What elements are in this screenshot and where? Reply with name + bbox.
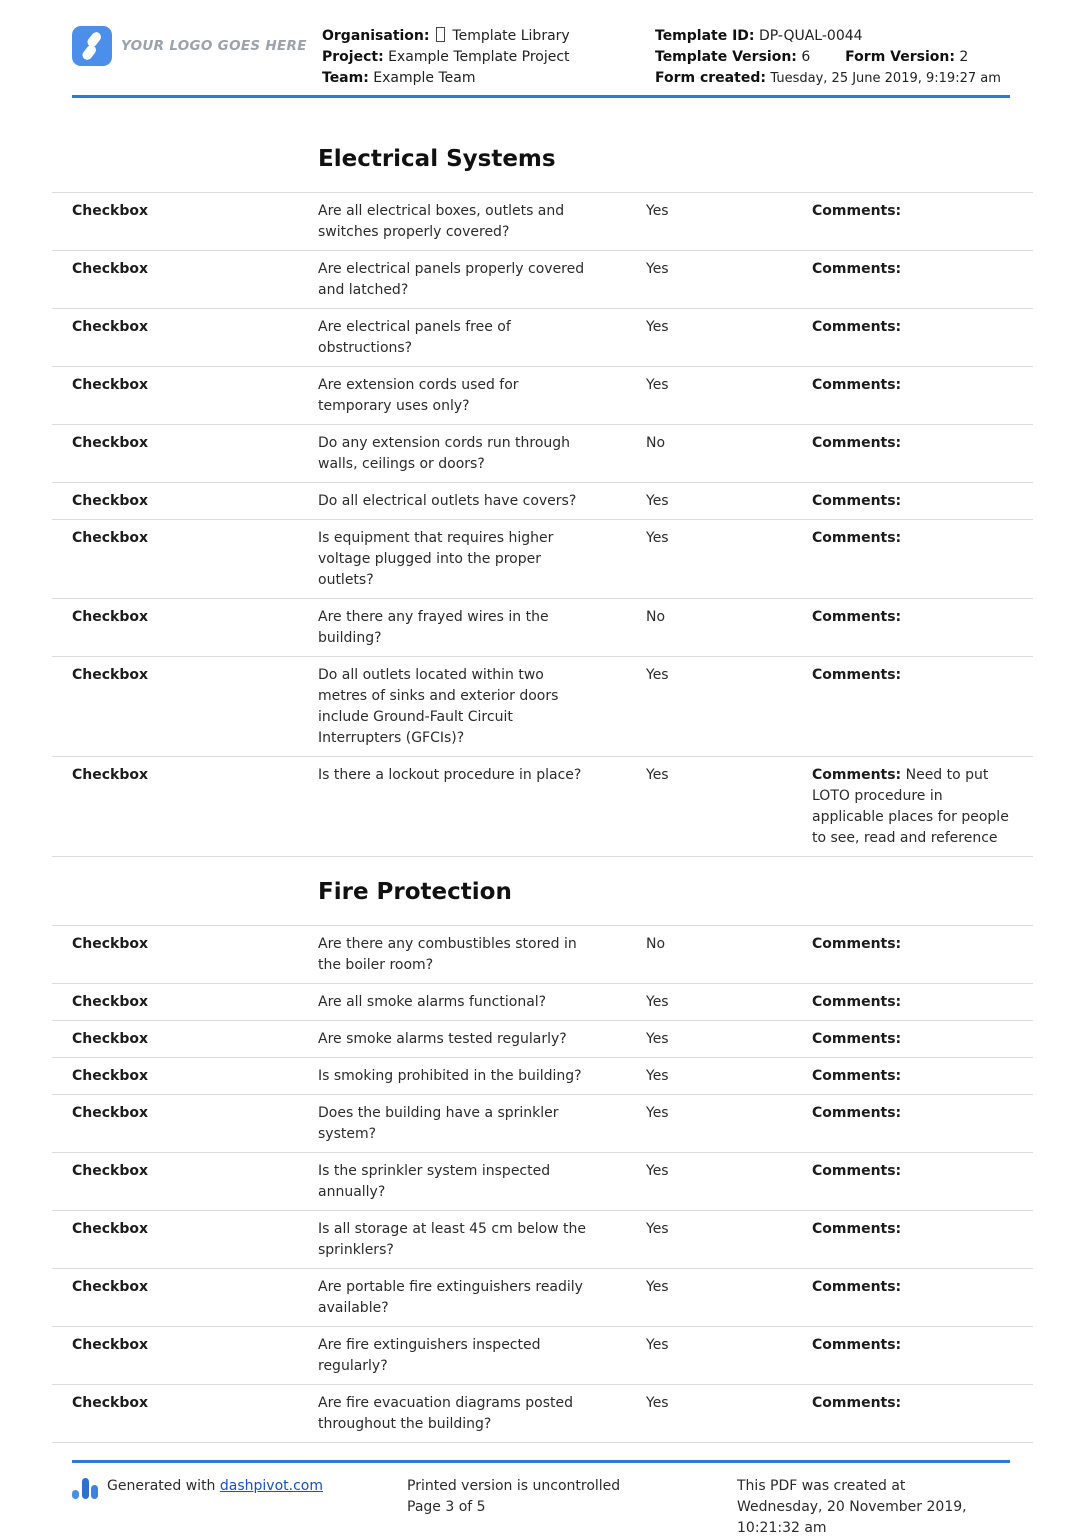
question-text: Are portable fire extinguishers readily available? [318, 1279, 583, 1316]
comments-label: Comments: [812, 319, 902, 335]
page-number: Page 3 of 5 [407, 1499, 486, 1515]
printed-note: Printed version is uncontrolled [407, 1478, 621, 1494]
checklist-row [52, 424, 1033, 482]
question-text: Is all storage at least 45 cm below the sprinklers? [318, 1221, 587, 1258]
answer-value: Yes [646, 261, 669, 277]
question-text: Do all electrical outlets have covers? [318, 493, 577, 509]
comments-label: Comments: [812, 667, 902, 683]
organisation-label: Organisation: [322, 28, 430, 44]
team-label: Team: [322, 70, 369, 86]
answer-value: Yes [646, 1337, 669, 1353]
comments-label: Comments: [812, 377, 902, 393]
checklist-row [52, 1210, 1033, 1268]
comments-label: Comments: [812, 1395, 902, 1411]
checklist-row [52, 1384, 1033, 1442]
comments-label: Comments: [812, 1221, 902, 1237]
page-header [72, 26, 1010, 98]
electrical-systems-table [52, 192, 1033, 857]
comments-cell [812, 1277, 1033, 1319]
question-text: Are all smoke alarms functional? [318, 994, 547, 1010]
checkbox-label: Checkbox [72, 530, 149, 546]
organisation-field [322, 26, 655, 47]
checkbox-label: Checkbox [72, 1221, 149, 1237]
comments-cell [812, 528, 1033, 591]
question-text: Is the sprinkler system inspected annually? [318, 1163, 551, 1200]
comments-cell [812, 992, 1033, 1013]
checkbox-label: Checkbox [72, 1031, 149, 1047]
question-text: Is there a lockout procedure in place? [318, 767, 582, 783]
template-version-label: Template Version: [655, 49, 797, 65]
question-text: Are smoke alarms tested regularly? [318, 1031, 567, 1047]
comments-label: Comments: [812, 936, 902, 952]
versions-field [655, 47, 1010, 68]
comments-cell [812, 1029, 1033, 1050]
project-value: Example Template Project [388, 49, 570, 65]
checklist-row [52, 1020, 1033, 1057]
question-text: Are there any frayed wires in the building? [318, 609, 549, 646]
checkbox-label: Checkbox [72, 1279, 149, 1295]
checkbox-label: Checkbox [72, 377, 149, 393]
comments-cell [812, 1335, 1033, 1377]
header-fields-left [322, 26, 655, 89]
checklist-row [52, 192, 1033, 250]
answer-value: Yes [646, 1221, 669, 1237]
template-id-label: Template ID: [655, 28, 755, 44]
comments-label: Comments: [812, 1163, 902, 1179]
dashpivot-bars-icon [72, 1477, 98, 1499]
checklist-row [52, 983, 1033, 1020]
question-text: Are electrical panels free of obstructions? [318, 319, 511, 356]
answer-value: No [646, 609, 666, 625]
section-title-fire-protection: Fire Protection [318, 879, 512, 905]
question-text: Is smoking prohibited in the building? [318, 1068, 582, 1084]
checkbox-label: Checkbox [72, 609, 149, 625]
answer-value: Yes [646, 530, 669, 546]
form-version-value: 2 [959, 49, 969, 65]
question-text: Are fire extinguishers inspected regularly? [318, 1337, 541, 1374]
comments-label: Comments: [812, 609, 902, 625]
form-created-label: Form created: [655, 70, 766, 86]
checklist-row [52, 1057, 1033, 1094]
organisation-value: Template Library [452, 28, 570, 44]
checkbox-label: Checkbox [72, 319, 149, 335]
comments-cell [812, 491, 1033, 512]
comments-label: Comments: [812, 1337, 902, 1353]
comments-cell [812, 1066, 1033, 1087]
comments-cell [812, 1219, 1033, 1261]
comments-cell [812, 433, 1033, 475]
answer-value: Yes [646, 1163, 669, 1179]
answer-value: No [646, 936, 666, 952]
checkbox-label: Checkbox [72, 493, 149, 509]
checkbox-label: Checkbox [72, 261, 149, 277]
checkbox-label: Checkbox [72, 767, 149, 783]
checklist-row [52, 366, 1033, 424]
fire-protection-table [52, 925, 1033, 1443]
answer-value: Yes [646, 1068, 669, 1084]
comments-cell [812, 934, 1033, 976]
generated-with-text [107, 1476, 323, 1497]
missing-glyph-icon [436, 27, 445, 42]
checklist-row [52, 598, 1033, 656]
generated-prefix: Generated with [107, 1478, 220, 1494]
checklist-row [52, 482, 1033, 519]
question-text: Do any extension cords run through walls, ceilings or doors? [318, 435, 571, 472]
comments-cell [812, 665, 1033, 749]
logo-group [72, 26, 322, 66]
answer-value: Yes [646, 203, 669, 219]
answer-value: Yes [646, 1279, 669, 1295]
question-text: Is equipment that requires higher voltage plugged into the proper outlets? [318, 530, 554, 588]
comments-cell [812, 375, 1033, 417]
answer-value: Yes [646, 1031, 669, 1047]
checklist-row [52, 756, 1033, 856]
comments-label: Comments: [812, 1068, 902, 1084]
checkbox-label: Checkbox [72, 1163, 149, 1179]
checkbox-label: Checkbox [72, 936, 149, 952]
comments-cell [812, 317, 1033, 359]
project-label: Project: [322, 49, 384, 65]
checklist-row [52, 1152, 1033, 1210]
form-created-field [655, 68, 1010, 89]
page-footer [72, 1460, 1010, 1536]
logo-placeholder-text: YOUR LOGO GOES HERE [121, 38, 307, 54]
answer-value: No [646, 435, 666, 451]
footer-created-note: This PDF was created at Wednesday, 20 November 2019, 10:21:32 am [737, 1478, 967, 1536]
question-text: Are there any combustibles stored in the boiler room? [318, 936, 577, 973]
checklist-row [52, 308, 1033, 366]
comments-cell [812, 1161, 1033, 1203]
checklist-row [52, 250, 1033, 308]
team-field [322, 68, 655, 89]
footer-generated [72, 1476, 407, 1536]
checklist-row [52, 1094, 1033, 1152]
checklist-row [52, 1268, 1033, 1326]
question-text: Are all electrical boxes, outlets and switches properly covered? [318, 203, 565, 240]
checklist-row [52, 519, 1033, 598]
checkbox-label: Checkbox [72, 1068, 149, 1084]
comments-cell [812, 607, 1033, 649]
comments-label: Comments: [812, 530, 902, 546]
checkbox-label: Checkbox [72, 994, 149, 1010]
answer-value: Yes [646, 994, 669, 1010]
comments-label: Comments: [812, 994, 902, 1010]
checkbox-label: Checkbox [72, 667, 149, 683]
question-text: Are fire evacuation diagrams posted throughout the building? [318, 1395, 574, 1432]
checklist-row [52, 656, 1033, 756]
comments-cell [812, 259, 1033, 301]
answer-value: Yes [646, 319, 669, 335]
question-text: Are extension cords used for temporary uses only? [318, 377, 519, 414]
checkbox-label: Checkbox [72, 203, 149, 219]
answer-value: Yes [646, 493, 669, 509]
template-id-value: DP-QUAL-0044 [758, 28, 863, 44]
answer-value: Yes [646, 377, 669, 393]
checklist-row [52, 925, 1033, 983]
answer-value: Yes [646, 1395, 669, 1411]
comments-cell [812, 201, 1033, 243]
checkbox-label: Checkbox [72, 1337, 149, 1353]
comments-text: Need to put LOTO procedure in applicable places for people to see, read and reference [812, 767, 1009, 846]
comments-label: Comments: [812, 767, 902, 783]
comments-label: Comments: [812, 1105, 902, 1121]
comments-label: Comments: [812, 1279, 902, 1295]
checkbox-label: Checkbox [72, 435, 149, 451]
answer-value: Yes [646, 1105, 669, 1121]
checkbox-label: Checkbox [72, 1105, 149, 1121]
answer-value: Yes [646, 767, 669, 783]
question-text: Are electrical panels properly covered and latched? [318, 261, 585, 298]
team-value: Example Team [373, 70, 476, 86]
dashpivot-link[interactable]: dashpivot.com [219, 1478, 323, 1494]
form-created-value: Tuesday, 25 June 2019, 9:19:27 am [770, 71, 1001, 86]
footer-print-note [407, 1476, 737, 1536]
project-field [322, 47, 655, 68]
comments-label: Comments: [812, 493, 902, 509]
section-title-electrical-systems: Electrical Systems [318, 146, 556, 172]
company-logo-icon [72, 26, 112, 66]
form-version-label: Form Version: [845, 49, 955, 65]
checkbox-label: Checkbox [72, 1395, 149, 1411]
comments-cell [812, 1393, 1033, 1435]
comments-label: Comments: [812, 261, 902, 277]
question-text: Does the building have a sprinkler system? [318, 1105, 559, 1142]
answer-value: Yes [646, 667, 669, 683]
template-version-value: 6 [801, 49, 811, 65]
comments-label: Comments: [812, 203, 902, 219]
comments-label: Comments: [812, 435, 902, 451]
comments-cell [812, 1103, 1033, 1145]
checklist-row [52, 1326, 1033, 1384]
header-fields-right [655, 26, 1010, 89]
comments-cell [812, 765, 1033, 849]
template-id-field [655, 26, 1010, 47]
comments-label: Comments: [812, 1031, 902, 1047]
question-text: Do all outlets located within two metres of sinks and exterior doors include Ground-Fault Circuit Interrupters (GFCIs)? [318, 667, 559, 746]
